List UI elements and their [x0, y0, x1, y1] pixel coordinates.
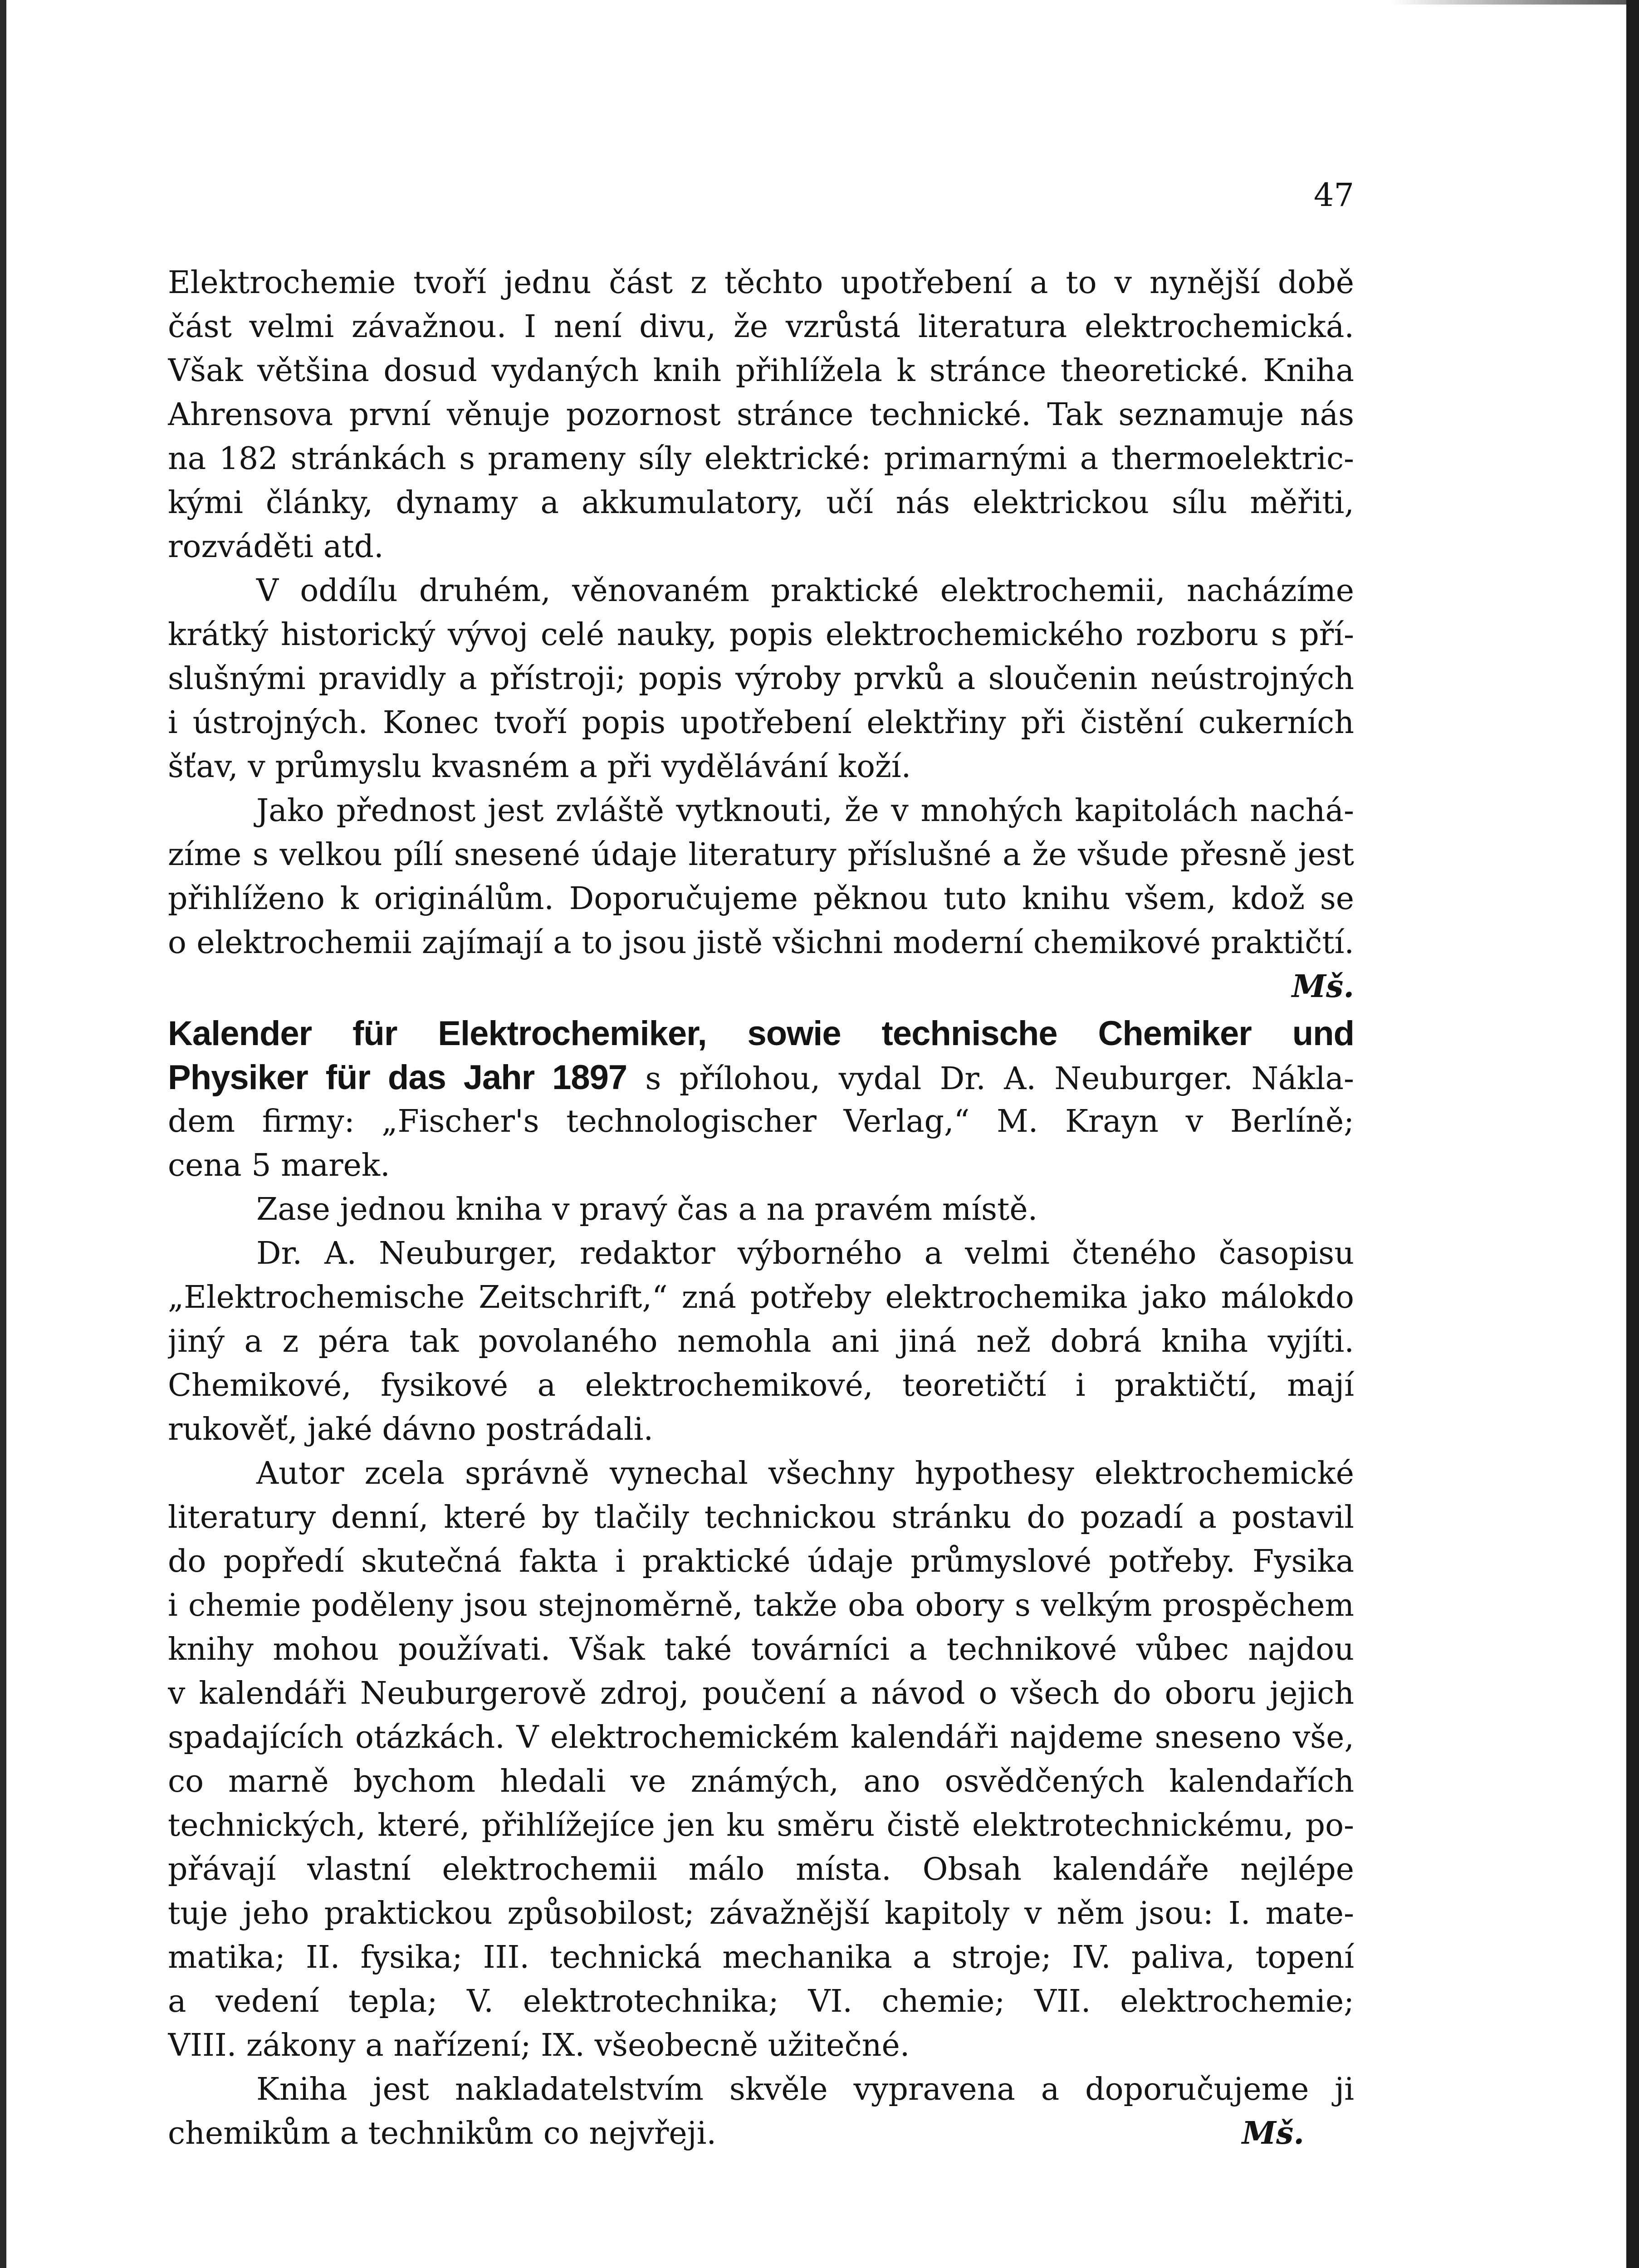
text-line: v kalendáři Neuburgerově zdroj, poučení a návod o všech do oboru jejich [168, 1676, 1354, 1711]
text-line: část velmi závažnou. I není divu, že vzrůstá literatura elektrochemická. [168, 309, 1354, 345]
text-line: „Elektrochemische Zeitschrift,“ zná potřeby elektrochemika jako málokdo [168, 1280, 1354, 1315]
text-line: literatury denní, které by tlačily technickou stránku do pozadí a postavil [168, 1500, 1354, 1535]
text-line: matika; II. fysika; III. technická mechanika a stroje; IV. paliva, topení [168, 1940, 1354, 1975]
review-heading-line2 [168, 1056, 1354, 1100]
text-line: rozváděti atd. [168, 529, 384, 565]
text-line: spadajících otázkách. V elektrochemickém kalendáři najdeme sneseno vše, [168, 1720, 1354, 1755]
text-line: Elektrochemie tvoří jednu část z těchto upotřebení a to v nynější době [168, 265, 1354, 301]
text-line: na 182 stránkách s prameny síly elektrické: primarnými a thermoelektric- [168, 441, 1354, 477]
closing-line [168, 2112, 1354, 2156]
text-line: tuje jeho praktickou způsobilost; závažnější kapitoly v něm jsou: I. mate- [168, 1896, 1354, 1931]
text-line: šťav, v průmyslu kvasném a při vydělávání koží. [168, 749, 911, 785]
scan-edge-top [1390, 0, 1626, 5]
text-line: krátký historický vývoj celé nauky, popis elektrochemického rozboru s pří- [168, 617, 1354, 653]
scan-edge-left [0, 0, 6, 2268]
text-line: slušnými pravidly a přístroji; popis výroby prvků a sloučenin neústrojných [168, 661, 1354, 697]
text-line: kými články, dynamy a akkumulatory, učí nás elektrickou sílu měřiti, [168, 485, 1354, 521]
review-signature: Mš. [1242, 2115, 1304, 2151]
text-line: co marně bychom hledali ve známých, ano osvědčených kalendařích [168, 1764, 1354, 1799]
review-heading-rest: s přílohou, vydal Dr. A. Neuburger. Nákla- [627, 1061, 1354, 1097]
review-signature [168, 965, 1354, 1009]
text-line: cena 5 marek. [168, 1148, 390, 1183]
signature-text: Mš. [1292, 968, 1354, 1005]
review-heading-bold: Physiker für das Jahr 1897 [168, 1058, 627, 1097]
page-number: 47 [1313, 176, 1354, 214]
text-line: Autor zcela správně vynechal všechny hypothesy elektrochemické [256, 1456, 1354, 1491]
text-line: Kniha jest nakladatelstvím skvěle vypravena a doporučujeme ji [256, 2072, 1354, 2107]
scan-edge-right [1626, 0, 1639, 2268]
text-line: Zase jednou kniha v pravý čas a na pravém místě. [256, 1192, 1038, 1227]
text-line: do popředí skutečná fakta i praktické údaje průmyslové potřeby. Fysika [168, 1544, 1354, 1579]
text-line: chemikům a technikům co nejvřeji. [168, 2116, 717, 2151]
review-ahrens-body [168, 261, 1354, 1009]
text-line: i ústrojných. Konec tvoří popis upotřebení elektřiny při čistění cukerních [168, 705, 1354, 741]
review-heading: Kalender für Elektrochemiker, sowie technische Chemiker und [168, 1014, 1354, 1053]
text-line: přávají vlastní elektrochemii málo místa. Obsah kalendáře nejlépe [168, 1852, 1354, 1887]
text-line: přihlíženo k originálům. Doporučujeme pěknou tuto knihu všem, kdož se [168, 881, 1354, 917]
text-line: rukověť, jaké dávno postrádali. [168, 1412, 654, 1447]
text-line: jiný a z péra tak povolaného nemohla ani jiná než dobrá kniha vyjíti. [168, 1324, 1354, 1359]
text-line: dem firmy: „Fischer's technologischer Verlag,“ M. Krayn v Berlíně; [168, 1104, 1354, 1139]
text-line: V oddílu druhém, věnovaném praktické elektrochemii, nacházíme [256, 573, 1354, 609]
text-line: Však většina dosud vydaných knih přihlížela k stránce theoretické. Kniha [168, 353, 1354, 389]
text-line: knihy mohou používati. Však také továrníci a technikové vůbec najdou [168, 1632, 1354, 1667]
text-line: VIII. zákony a nařízení; IX. všeobecně užitečné. [168, 2028, 910, 2063]
text-line: zíme s velkou pílí snesené údaje literatury příslušné a že všude přesně jest [168, 837, 1354, 873]
text-line: Dr. A. Neuburger, redaktor výborného a velmi čteného časopisu [256, 1236, 1354, 1271]
text-line: Jako přednost jest zvláště vytknouti, že v mnohých kapitolách nachá- [256, 793, 1354, 829]
text-line: technických, které, přihlížejíce jen ku směru čistě elektrotechnickému, po- [168, 1808, 1354, 1843]
text-line: Ahrensova první věnuje pozornost stránce technické. Tak seznamuje nás [168, 397, 1354, 433]
text-line: a vedení tepla; V. elektrotechnika; VI. chemie; VII. elektrochemie; [168, 1984, 1354, 2019]
text-line: i chemie poděleny jsou stejnoměrně, takže oba obory s velkým prospěchem [168, 1588, 1354, 1623]
text-line: o elektrochemii zajímají a to jsou jistě všichni moderní chemikové praktičtí. [168, 925, 1354, 961]
review-kalender [168, 1012, 1354, 2156]
text-line: Chemikové, fysikové a elektrochemikové, teoretičtí i praktičtí, mají [168, 1368, 1354, 1403]
